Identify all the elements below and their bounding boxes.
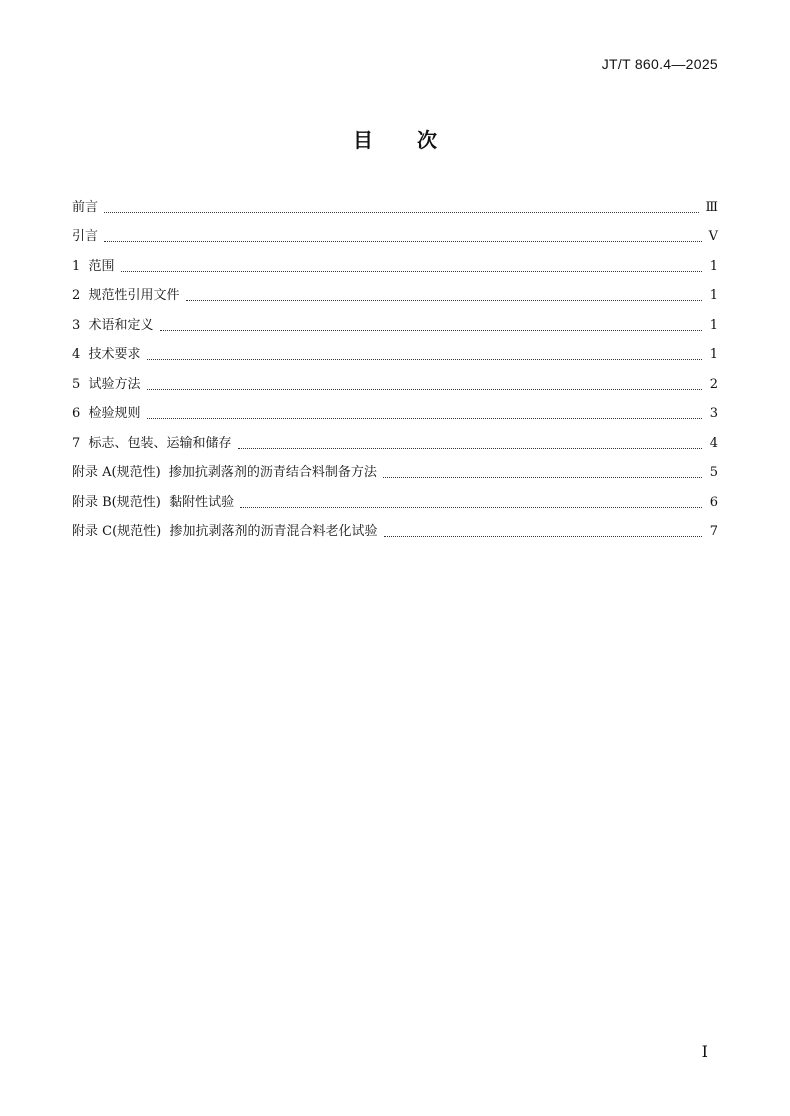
toc-entry-page: 3 (709, 406, 718, 421)
toc-entry[interactable] (72, 190, 718, 220)
toc-entry-label: 5 试验方法 (72, 376, 141, 392)
toc-leader (240, 507, 702, 508)
title-char-2: 次 (417, 128, 437, 152)
toc-entry[interactable] (72, 485, 718, 515)
toc-entry-label: 1 范围 (72, 258, 115, 274)
toc-entry-page: 1 (709, 347, 718, 362)
toc-leader (147, 418, 702, 419)
toc-entry-page: Ⅴ (708, 229, 718, 244)
toc-entry-page: Ⅲ (705, 199, 718, 215)
toc-entry[interactable] (72, 220, 718, 250)
toc-entry-label: 附录 C(规范性) 掺加抗剥落剂的沥青混合料老化试验 (72, 524, 378, 539)
toc-entry[interactable] (72, 367, 718, 397)
toc-leader (186, 300, 702, 301)
toc-entry-page: 4 (709, 435, 718, 451)
toc-leader (147, 389, 702, 390)
toc-leader (383, 477, 702, 478)
toc-entry-label: 7 标志、包装、运输和储存 (72, 435, 232, 451)
toc-entry-label: 3 术语和定义 (72, 317, 154, 333)
toc-entry[interactable] (72, 515, 718, 545)
toc-entry-label: 4 技术要求 (72, 347, 141, 362)
toc-entry[interactable] (72, 338, 718, 368)
toc-entry[interactable] (72, 426, 718, 456)
page-number: Ⅰ (701, 1042, 708, 1061)
title-char-1: 目 (353, 128, 373, 152)
toc-entry[interactable] (72, 456, 718, 486)
toc-leader (160, 330, 702, 331)
toc-entry-label: 6 检验规则 (72, 406, 141, 421)
toc-leader (238, 448, 702, 449)
toc-entry-label: 引言 (72, 229, 99, 244)
toc-entry-label: 前言 (72, 199, 99, 215)
toc-entry-page: 5 (709, 465, 718, 480)
toc-leader (104, 241, 702, 242)
toc-leader (121, 271, 702, 272)
standard-number: JT/T 860.4—2025 (601, 56, 718, 72)
toc-entry-label: 2 规范性引用文件 (72, 288, 180, 303)
toc-entry-page: 1 (709, 288, 718, 303)
toc-entry-label: 附录 B(规范性) 黏附性试验 (72, 494, 235, 510)
toc-leader (384, 536, 703, 537)
toc-entry-label: 附录 A(规范性) 掺加抗剥落剂的沥青结合料制备方法 (72, 465, 377, 480)
toc-entry-page: 2 (709, 376, 718, 392)
table-of-contents (72, 190, 718, 544)
toc-entry-page: 6 (709, 494, 718, 510)
toc-entry[interactable] (72, 249, 718, 279)
toc-leader (147, 359, 702, 360)
toc-leader (104, 212, 699, 213)
page-title (0, 124, 790, 153)
toc-entry-page: 7 (709, 524, 718, 539)
toc-entry-page: 1 (709, 258, 718, 274)
toc-entry-page: 1 (709, 317, 718, 333)
toc-entry[interactable] (72, 279, 718, 309)
toc-entry[interactable] (72, 308, 718, 338)
toc-entry[interactable] (72, 397, 718, 427)
